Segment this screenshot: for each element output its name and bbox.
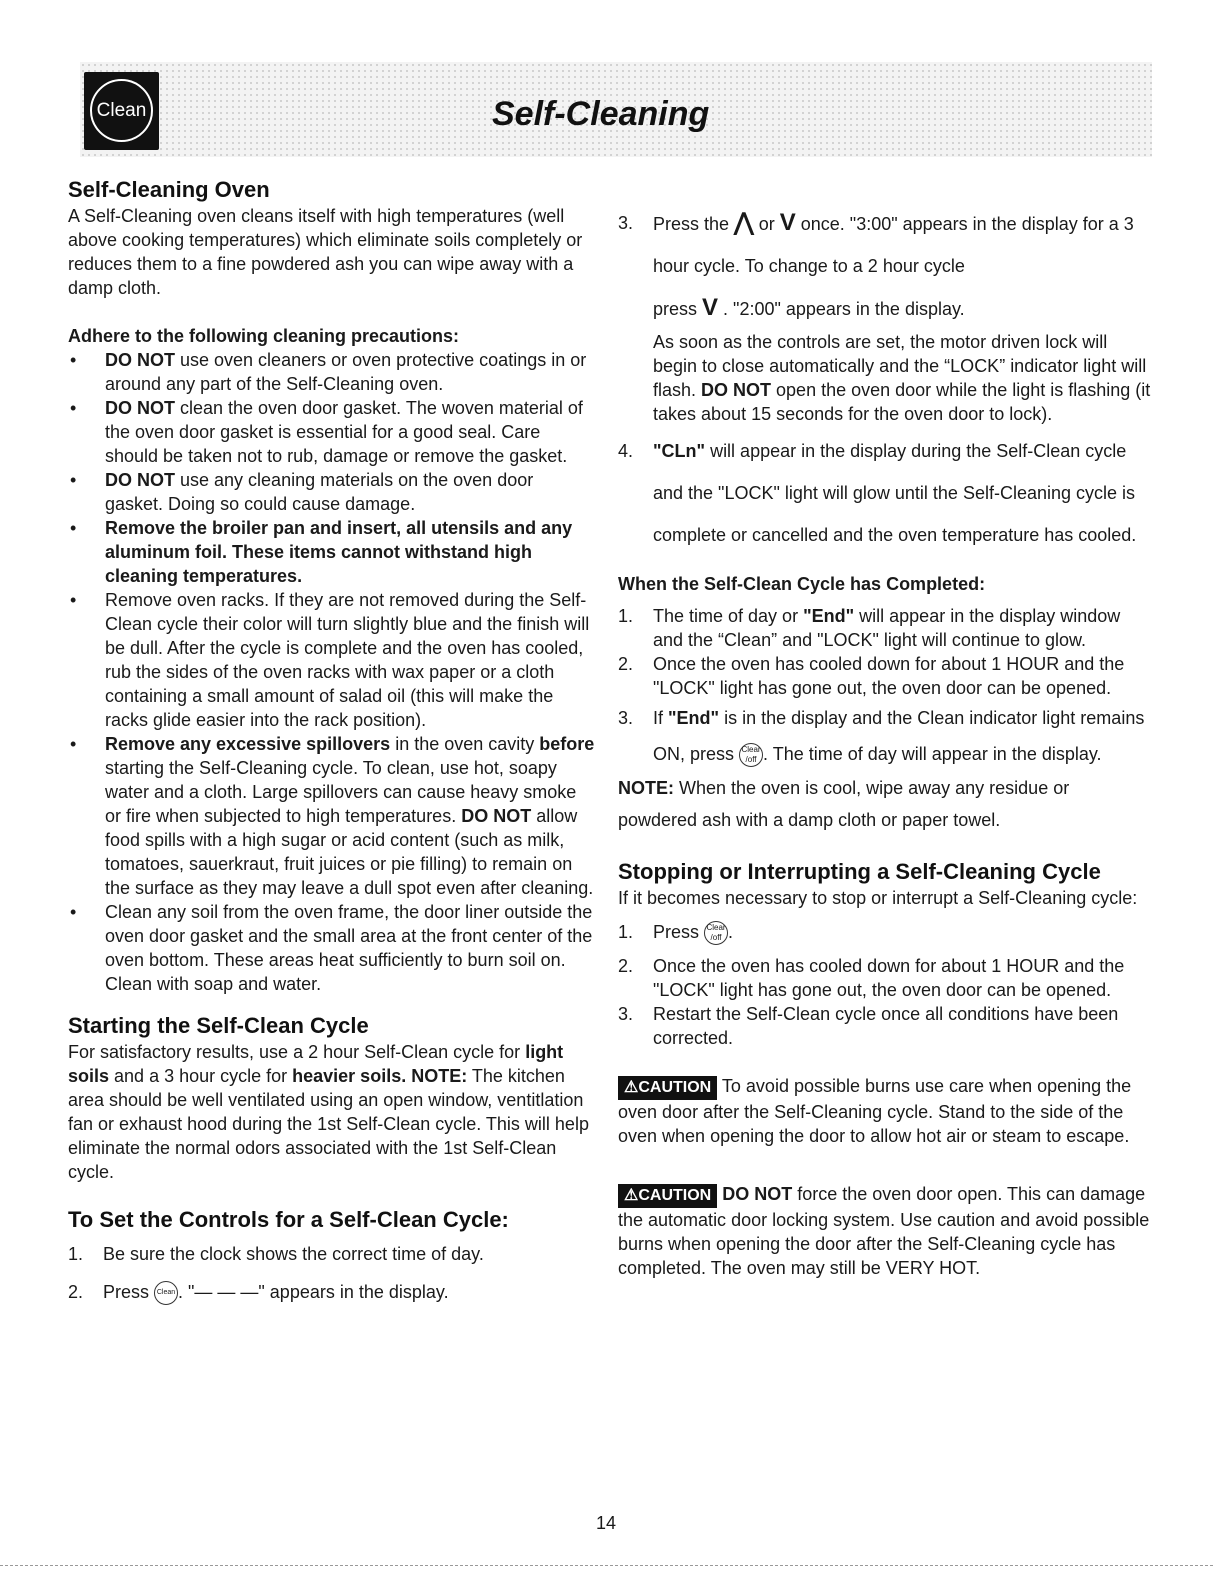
down-arrow-icon: V <box>779 209 796 236</box>
icon-label: /off <box>710 933 722 943</box>
list-item-cont <box>618 330 1153 426</box>
note-text <box>618 772 1153 836</box>
list-item: 2. Once the oven has cooled down for about 1 HOUR and the "LOCK" light has gone out, the oven door can be opened. <box>618 956 1125 1000</box>
item-text: allow food spills with a high sugar or acid content (such as milk, tomatoes, sauerkraut, fruit juices or pie filling) to remain on the surface as they may leave a dull spot even after cleaning. <box>105 806 594 898</box>
bold-text: NOTE: <box>618 778 674 798</box>
clear-off-button-icon <box>704 921 728 945</box>
item-text: As soon as the controls are set, the motor driven lock will begin to close automatically and the “LOCK” indicator light will flash. <box>653 332 1147 400</box>
list-item: 3. Press the ⋀ or V once. "3:00" appears in the display for a 3 hour cycle. To change to a 2 hour cycle <box>618 209 1134 276</box>
item-text: use oven cleaners or oven protective coatings in or around any part of the Self-Cleaning oven. <box>105 350 587 394</box>
item-text: will appear in the display window and the “Clean” and "LOCK" light will continue to glow. <box>653 606 1121 650</box>
completed-heading: When the Self-Clean Cycle has Completed: <box>618 574 986 594</box>
bottom-rule <box>0 1565 1213 1566</box>
starting-heading: Starting the Self-Clean Cycle <box>68 1013 369 1038</box>
item-text: or <box>753 214 780 234</box>
item-text: Press <box>103 1282 155 1302</box>
down-arrow-icon: V <box>702 294 719 321</box>
item-text: When the oven is cool, wipe away any residue or powdered ash with a damp cloth or paper towel. <box>618 778 1070 830</box>
list-item: • DO NOT use any cleaning materials on the oven door gasket. Doing so could cause damage. <box>70 470 534 514</box>
item-text: Clean any soil from the oven frame, the door liner outside the oven door gasket and the small area at the front center of the oven bottom. These areas heat sufficiently to burn soil on. Clean with soap and water. <box>105 902 593 994</box>
oven-intro: A Self-Cleaning oven cleans itself with high temperatures (well above cooking temperatures) which eliminate soils completely or reduces them to a fine powdered ash you can wipe away with a damp cloth. <box>68 206 583 298</box>
item-text: Once the oven has cooled down for about 1 HOUR and the "LOCK" light has gone out, the oven door can be opened. <box>653 956 1125 1000</box>
list-item: • Remove any excessive spillovers in the oven cavity before starting the Self-Cleaning cycle. To clean, use hot, soapy water and a cloth. Large spillovers can cause heavy smoke or fire when subjected to high temperatures. DO NOT allow food spills with a high sugar or acid content (such as milk, tomatoes, sauerkraut, fruit juices or pie filling) to remain on the surface as they may leave a dull spot even after cleaning. <box>70 734 595 898</box>
list-item: • Remove oven racks. If they are not removed during the Self-Clean cycle their color will turn slightly blue and the finish will be dull. After the cycle is complete and the oven has cooled, rub the sides of the oven racks with wax paper or a cloth containing a small amount of salad oil (this will make the racks glide easier into the rack position). <box>70 590 590 730</box>
item-text: will appear in the display during the Self-Clean cycle and the "LOCK" light will glow until the Self-Cleaning cycle is complete or cancelled and the oven temperature has cooled. <box>653 441 1137 545</box>
item-text: force the oven door open. This can damage the automatic door locking system. Use caution and avoid possible burns when opening the door after the Self-Cleaning cycle has completed. The oven may still be VERY HOT. <box>618 1184 1150 1278</box>
list-item-cont <box>618 287 1153 330</box>
item-text: in the oven cavity <box>390 734 540 754</box>
item-text: Restart the Self-Clean cycle once all conditions have been corrected. <box>653 1004 1119 1048</box>
list-item: • DO NOT clean the oven door gasket. The woven material of the oven door gasket is essential for a good seal. Care should be taken not to rub, damage or remove the gasket. <box>70 398 583 466</box>
item-text: is in the display and the Clean indicator light remains ON, press <box>653 708 1145 764</box>
text: For satisfactory results, use a 2 hour Self-Clean cycle for <box>68 1042 526 1062</box>
text: and a 3 hour cycle for <box>109 1066 293 1086</box>
up-arrow-icon: ⋀ <box>734 209 754 236</box>
item-text: Press <box>653 922 705 942</box>
list-item: 1. Press Clear /off . <box>618 910 1153 954</box>
clean-logo-icon <box>84 72 159 150</box>
item-text: once. "3:00" appears in the display for a 3 hour cycle. To change to a 2 hour cycle <box>653 214 1134 276</box>
clean-button-icon <box>154 1281 178 1305</box>
list-item: • Remove the broiler pan and insert, all utensils and any aluminum foil. These items cannot withstand high cleaning temperatures. <box>70 518 573 586</box>
item-text: clean the oven door gasket. The woven material of the oven door gasket is essential for a good seal. Care should be taken not to rub, damage or remove the gasket. <box>105 398 583 466</box>
list-item: 3. If "End" is in the display and the Clean indicator light remains ON, press Clear /off . The time of day will appear in the display. <box>618 700 1153 772</box>
item-text: . <box>728 922 734 942</box>
item-text: . "2:00" appears in the display. <box>718 299 965 319</box>
bold-text: Remove any excessive spillovers <box>105 734 391 754</box>
item-text: Once the oven has cooled down for about 1 HOUR and the "LOCK" light has gone out, the oven door can be opened. <box>653 654 1125 698</box>
stopping-intro: If it becomes necessary to stop or interrupt a Self-Cleaning cycle: <box>618 888 1138 908</box>
caution-label: ⚠CAUTION <box>618 1076 717 1100</box>
caution-note <box>618 1182 1153 1280</box>
controls-heading: To Set the Controls for a Self-Clean Cycle: <box>68 1207 509 1232</box>
item-text: Press the <box>653 214 735 234</box>
bold-text: "End" <box>803 606 855 626</box>
bold-text: DO NOT <box>461 806 532 826</box>
item-text: use any cleaning materials on the oven door gasket. Doing so could cause damage. <box>105 470 534 514</box>
left-column <box>68 176 595 1305</box>
clean-logo-text: Clean <box>90 79 153 142</box>
list-item: 1. The time of day or "End" will appear in the display window and the “Clean” and "LOCK" light will continue to glow. <box>618 606 1121 650</box>
icon-label: Clear <box>706 923 726 933</box>
oven-heading: Self-Cleaning Oven <box>68 177 270 202</box>
bold-text: DO NOT <box>717 1184 793 1204</box>
item-text: starting the Self-Cleaning cycle. To clean, use hot, soapy water and a cloth. Large spillovers can cause heavy smoke or fire when subjected to high temperatures. <box>105 758 577 826</box>
item-text: Be sure the clock shows the correct time of day. <box>103 1244 484 1264</box>
item-text: press <box>653 299 703 319</box>
starting-text <box>68 1040 595 1184</box>
right-column <box>618 202 1153 1280</box>
caution-note <box>618 1074 1153 1148</box>
bold-text: light soils <box>68 1042 564 1086</box>
text: The kitchen area should be well ventilated using an open window, ventitlation fan or exhaust hood during the 1st Self-Clean cycle. This will help eliminate the normal odors associated with the 1st Self-Clean cycle. <box>68 1066 589 1182</box>
caution-label: ⚠CAUTION <box>618 1184 717 1208</box>
bold-text: "End" <box>668 708 720 728</box>
clear-off-button-icon <box>739 743 763 767</box>
bold-text: Remove the broiler pan and insert, all utensils and any aluminum foil. These items cannot withstand high cleaning temperatures. <box>105 518 573 586</box>
page-title: Self-Cleaning <box>492 95 710 133</box>
icon-label: /off <box>745 755 757 765</box>
item-text: Remove oven racks. If they are not removed during the Self-Clean cycle their color will turn slightly blue and the finish will be dull. After the cycle is complete and the oven has cooled, rub the sides of the oven racks with wax paper or a cloth containing a small amount of salad oil (this will make the racks glide easier into the rack position). <box>105 590 590 730</box>
icon-label: Clean <box>156 1289 176 1297</box>
item-text: . The time of day will appear in the display. <box>763 744 1102 764</box>
list-item: 2. Once the oven has cooled down for about 1 HOUR and the "LOCK" light has gone out, the oven door can be opened. <box>618 654 1125 698</box>
list-item: 2. Press Clean . "— — —" appears in the display. <box>68 1280 595 1305</box>
icon-label: Clear <box>741 745 761 755</box>
bold-text: DO NOT <box>701 380 772 400</box>
list-item: 4. "CLn" will appear in the display during the Self-Clean cycle and the "LOCK" light will glow until the Self-Cleaning cycle is complete or cancelled and the oven temperature has cooled. <box>618 441 1137 545</box>
bold-text: DO NOT <box>105 350 175 370</box>
item-text: If <box>653 708 669 728</box>
list-item: • Clean any soil from the oven frame, the door liner outside the oven door gasket and the small area at the front center of the oven bottom. These areas heat sufficiently to burn soil on. Clean with soap and water. <box>70 902 593 994</box>
page-number: 14 <box>596 1513 617 1533</box>
bold-text: DO NOT <box>105 398 175 418</box>
bold-text: "CLn" <box>653 441 706 461</box>
bold-text: before <box>539 734 595 754</box>
item-text: The time of day or <box>653 606 804 626</box>
precautions-heading: Adhere to the following cleaning precautions: <box>68 326 460 346</box>
list-item: • DO NOT use oven cleaners or oven protective coatings in or around any part of the Self-Cleaning oven. <box>70 350 587 394</box>
list-item: 1. Be sure the clock shows the correct time of day. <box>68 1244 484 1264</box>
stopping-heading: Stopping or Interrupting a Self-Cleaning Cycle <box>618 859 1101 884</box>
bold-text: DO NOT <box>105 470 175 490</box>
item-text: . "— — —" appears in the display. <box>178 1282 449 1302</box>
list-item: 3. Restart the Self-Clean cycle once all conditions have been corrected. <box>618 1004 1119 1048</box>
bold-text: heavier soils. NOTE: <box>292 1066 468 1086</box>
item-text: open the oven door while the light is flashing (it takes about 15 seconds for the oven door to lock). <box>653 380 1151 424</box>
item-text: To avoid possible burns use care when opening the oven door after the Self-Cleaning cycle. Stand to the side of the oven when opening the door to allow hot air or steam to escape. <box>618 1076 1132 1146</box>
